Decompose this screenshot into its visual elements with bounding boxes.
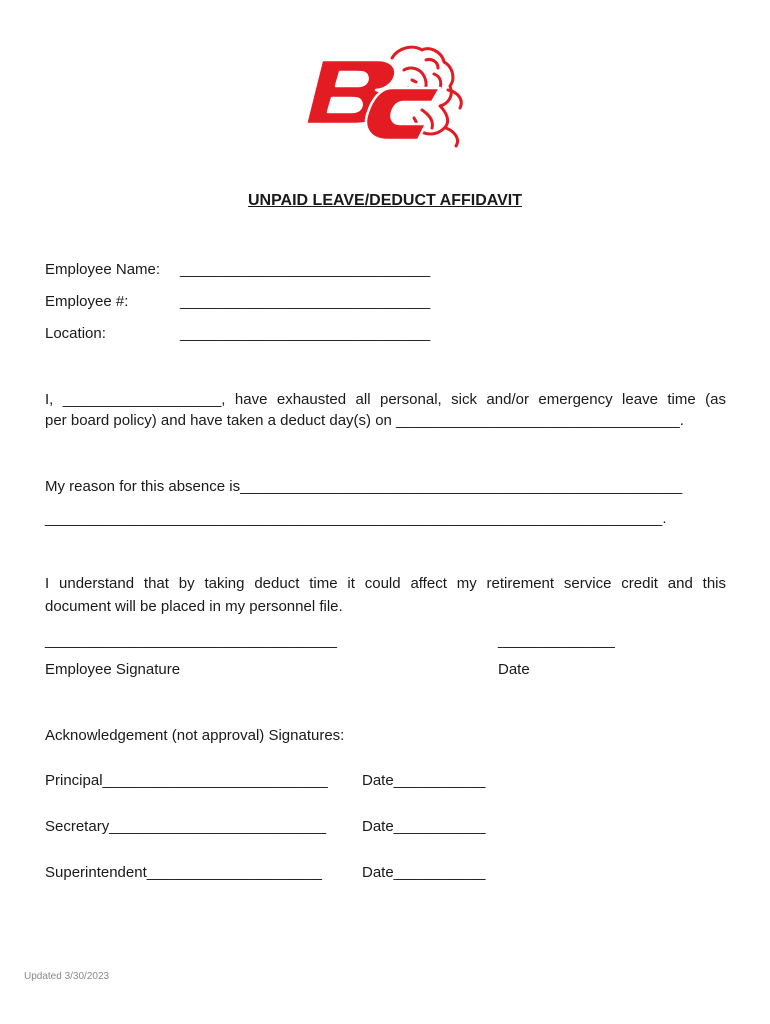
employee-name-label: Employee Name:	[45, 261, 161, 278]
employee-signature-label: Employee Signature	[45, 661, 181, 678]
superintendent-date-line[interactable]: Date___________	[362, 864, 486, 881]
signature-date-line[interactable]: ______________	[498, 632, 615, 649]
principal-signature-line[interactable]: Principal___________________________	[45, 772, 328, 789]
updated-footer: Updated 3/30/2023	[24, 971, 110, 982]
superintendent-signature-line[interactable]: Superintendent_____________________	[45, 864, 322, 881]
location-label: Location:	[45, 325, 106, 342]
employee-number-line[interactable]: ______________________________	[180, 293, 431, 310]
statement-line-1: I, ___________________, have exhausted all personal, sick and/or emergency leave time (as	[45, 391, 726, 408]
reason-line-2: __________________________________________________________________________.	[45, 510, 667, 527]
principal-date-line[interactable]: Date___________	[362, 772, 486, 789]
employee-name-line[interactable]: ______________________________	[180, 261, 431, 278]
employee-signature-line[interactable]: ___________________________________	[45, 632, 337, 649]
document-title: UNPAID LEAVE/DEDUCT AFFIDAVIT	[247, 192, 523, 209]
employee-number-label: Employee #:	[45, 293, 129, 310]
secretary-date-line[interactable]: Date___________	[362, 818, 486, 835]
reason-line-1: My reason for this absence is_____________________________________________________	[45, 478, 683, 495]
statement-line-2: per board policy) and have taken a deduct day(s) on __________________________________.	[45, 412, 684, 429]
signature-date-label: Date	[498, 661, 530, 678]
understand-line-2: document will be placed in my personnel file.	[45, 598, 343, 615]
understand-line-1: I understand that by taking deduct time it could affect my retirement service credit and this	[45, 575, 726, 592]
secretary-signature-line[interactable]: Secretary__________________________	[45, 818, 327, 835]
bc-lion-logo	[300, 40, 470, 152]
acknowledgement-heading: Acknowledgement (not approval) Signatures:	[45, 727, 345, 744]
location-line[interactable]: ______________________________	[180, 325, 431, 342]
